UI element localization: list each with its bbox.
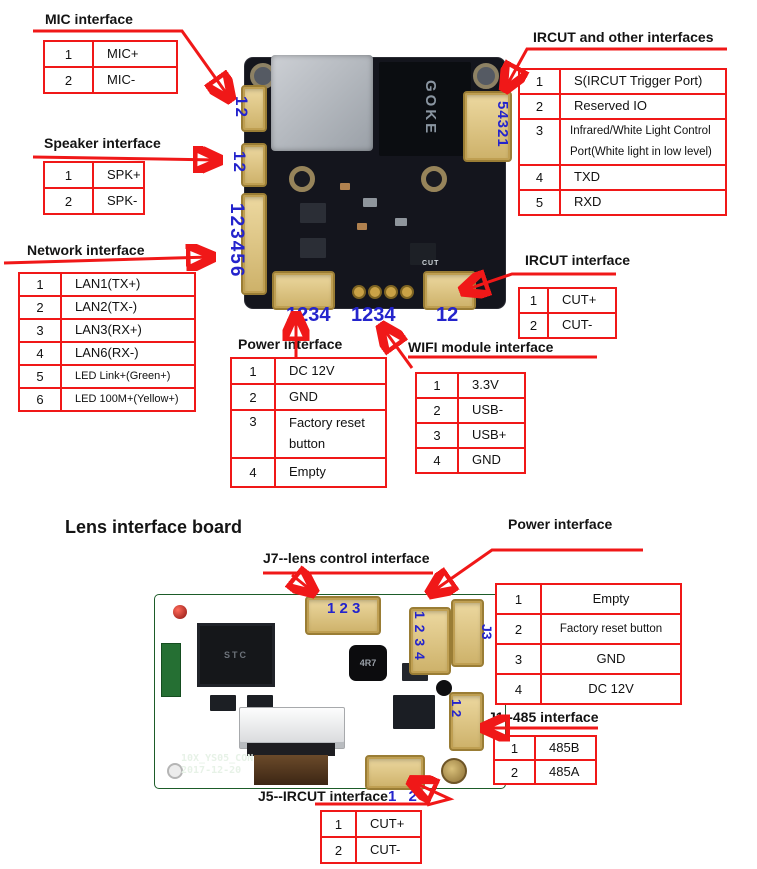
pin-description: RXD xyxy=(574,194,602,210)
pin-number: 4 xyxy=(20,343,62,364)
pin-description: USB+ xyxy=(472,427,507,443)
mic-interface-title: MIC interface xyxy=(45,11,133,27)
pin-description: GND xyxy=(596,650,626,666)
table-row xyxy=(322,812,420,838)
table-row xyxy=(20,320,194,343)
goke-soc-chip xyxy=(379,62,471,156)
mounting-hole xyxy=(473,63,499,89)
pin-description: 3.3V xyxy=(472,377,499,393)
header-j4 xyxy=(161,643,181,697)
pin-number: 2 xyxy=(322,838,357,862)
table-row xyxy=(520,191,725,214)
pin-description: SPK- xyxy=(107,192,138,208)
wifi-pad xyxy=(384,285,398,299)
pin-description: Empty xyxy=(289,464,326,480)
table-row xyxy=(417,449,524,472)
table-row xyxy=(497,585,680,615)
table-row xyxy=(45,189,143,213)
table-row xyxy=(322,838,420,862)
pin-description: DC 12V xyxy=(289,362,335,378)
pin-number: 1 xyxy=(520,70,561,93)
table-row xyxy=(20,343,194,366)
pin-description: Reserved IO xyxy=(574,98,647,114)
capacitor xyxy=(436,680,452,696)
wifi-module-interface-title: WIFI module interface xyxy=(408,339,554,355)
component xyxy=(210,695,236,711)
pin-number: 5 xyxy=(20,366,62,387)
chip-marking: GOKE xyxy=(422,80,439,137)
power-interface-lens-title: Power interface xyxy=(508,516,613,532)
pin-description: LAN1(TX+) xyxy=(75,276,141,292)
table-row xyxy=(520,166,725,191)
ircut-interface-title: IRCUT interface xyxy=(525,252,631,268)
pin-number: 2 xyxy=(45,68,94,92)
table-row xyxy=(497,615,680,645)
pin-number: 4 xyxy=(232,459,276,486)
pin-number: 4 xyxy=(497,675,542,703)
table-row xyxy=(497,675,680,703)
pin-description: GND xyxy=(472,452,501,468)
speaker-pin-numbers: 12 xyxy=(230,151,249,174)
led-red xyxy=(173,605,187,619)
pin-description: MIC+ xyxy=(107,45,139,61)
table-row xyxy=(520,70,725,95)
j5-connector xyxy=(365,755,425,790)
pin-description: 485B xyxy=(549,739,580,755)
pin-description: S(IRCUT Trigger Port) xyxy=(574,73,703,89)
mounting-hole xyxy=(421,166,447,192)
component xyxy=(393,695,435,729)
component xyxy=(395,218,407,226)
pin-number: 3 xyxy=(417,424,459,447)
table-row xyxy=(417,374,524,399)
pin-description: SPK+ xyxy=(107,166,141,182)
table-row xyxy=(520,289,615,314)
pin-number: 1 xyxy=(45,163,94,187)
pin-number: 3 xyxy=(520,120,561,164)
j7-lens-control-title: J7--lens control interface xyxy=(263,550,430,566)
pin-description: LAN2(TX-) xyxy=(75,299,138,315)
cut-silkscreen: CUT xyxy=(422,260,440,267)
component xyxy=(300,238,326,258)
j3-label: J3 xyxy=(479,624,495,640)
screw xyxy=(441,758,467,784)
pin-description: Empty xyxy=(592,590,630,606)
j7-pin-numbers: 1 2 3 xyxy=(327,600,361,617)
table-row xyxy=(20,389,194,410)
arrow-speaker xyxy=(33,157,217,160)
table-row xyxy=(417,399,524,424)
network-pin-numbers: 123456 xyxy=(226,203,247,279)
pin-number: 2 xyxy=(520,95,561,118)
pin-description: CUT+ xyxy=(370,815,405,831)
board-date-silkscreen: 2017-12-20 xyxy=(181,765,242,776)
pin-description: DC 12V xyxy=(588,680,634,696)
pin-number: 1 xyxy=(232,359,276,383)
table-row xyxy=(232,359,385,385)
pin-number: 3 xyxy=(232,411,276,457)
pin-description: CUT- xyxy=(370,841,401,857)
pin-number: 2 xyxy=(495,761,536,783)
table-row xyxy=(232,385,385,411)
j5-ircut-interface-table xyxy=(320,810,422,864)
main-board-photo xyxy=(245,58,505,308)
pin-number: 3 xyxy=(497,645,542,673)
pin-number: 2 xyxy=(20,297,62,318)
table-row xyxy=(232,411,385,459)
lens-board-heading: Lens interface board xyxy=(65,517,243,537)
mic-interface-table xyxy=(43,40,178,94)
power-lens-pin-numbers: 1 2 3 4 xyxy=(412,611,428,661)
pin-description: CUT+ xyxy=(562,292,597,308)
pin-number: 3 xyxy=(20,320,62,341)
lens-board-photo xyxy=(155,595,505,788)
j1-pin-numbers: 1 2 xyxy=(449,699,464,718)
flex-cable xyxy=(254,755,328,785)
pin-number: 2 xyxy=(45,189,94,213)
pin-number: 2 xyxy=(497,615,542,643)
network-interface-title: Network interface xyxy=(27,242,145,258)
pin-number: 1 xyxy=(417,374,459,397)
pin-description: LAN3(RX+) xyxy=(75,322,142,338)
pin-number: 4 xyxy=(520,166,561,189)
pin-description: TXD xyxy=(574,169,600,185)
pin-number: 1 xyxy=(20,274,62,295)
mounting-hole xyxy=(289,166,315,192)
j5-ircut-interface-title: J5--IRCUT interface xyxy=(258,788,388,804)
pin-number: 2 xyxy=(520,314,549,337)
pin-number: 6 xyxy=(20,389,62,410)
j1-485-interface-title: J1--485 interface xyxy=(488,709,599,725)
power-interface-lens-table xyxy=(495,583,682,705)
chip-marking: STC xyxy=(224,650,248,660)
pin-description: Factory reset button xyxy=(559,622,663,635)
ircut-interface-table xyxy=(518,287,617,339)
mcu-chip xyxy=(197,623,275,687)
pin-description: LAN6(RX-) xyxy=(75,345,139,361)
pin-description: USB- xyxy=(472,402,504,418)
table-row xyxy=(45,42,176,68)
pin-number: 1 xyxy=(322,812,357,836)
pin-description: 485A xyxy=(549,763,580,779)
table-row xyxy=(20,297,194,320)
pin-number: 5 xyxy=(520,191,561,214)
wifi-pad xyxy=(400,285,414,299)
pin-description: GND xyxy=(289,388,318,404)
table-row xyxy=(417,424,524,449)
arrow-j7 xyxy=(292,575,312,591)
j1-485-interface-table xyxy=(493,735,597,785)
speaker-interface-table xyxy=(43,161,145,215)
ircut-other-interfaces-title: IRCUT and other interfaces xyxy=(533,29,714,45)
speaker-interface-title: Speaker interface xyxy=(44,135,161,151)
component xyxy=(357,223,367,230)
table-row xyxy=(520,95,725,120)
network-interface-table xyxy=(18,272,196,412)
pin-number: 1 xyxy=(520,289,549,312)
board-model-silkscreen: 10X_YS05_CON xyxy=(181,753,254,764)
table-row xyxy=(45,163,143,189)
table-row xyxy=(20,274,194,297)
pin-number: 1 xyxy=(497,585,542,613)
table-row xyxy=(495,761,595,783)
pin-number: 2 xyxy=(417,399,459,422)
table-row xyxy=(232,459,385,486)
pin-description: Factory reset button xyxy=(289,415,365,451)
pin-number: 2 xyxy=(232,385,276,409)
pin-description: Infrared/White Light Control Port(White light in low level) xyxy=(570,125,712,158)
ircut-other-pin-numbers: 54321 xyxy=(494,101,511,148)
component xyxy=(340,183,350,190)
ircut-pin-numbers: 12 xyxy=(436,304,459,326)
mic-pin-numbers: 12 xyxy=(232,96,251,119)
component xyxy=(363,198,377,207)
inductor xyxy=(349,645,387,681)
pin-description: LED 100M+(Yellow+) xyxy=(75,392,179,405)
wifi-pad xyxy=(368,285,382,299)
pin-description: MIC- xyxy=(107,71,136,87)
component xyxy=(300,203,326,223)
table-row xyxy=(495,737,595,761)
pin-description: CUT- xyxy=(562,317,593,333)
pin-number: 1 xyxy=(495,737,536,759)
pin-description: LED Link+(Green+) xyxy=(75,369,171,382)
power-interface-table xyxy=(230,357,387,488)
sd-card-slot xyxy=(271,55,373,151)
wifi-module-interface-table xyxy=(415,372,526,474)
table-row xyxy=(520,120,725,166)
table-row xyxy=(45,68,176,92)
table-row xyxy=(20,366,194,389)
wifi-pin-numbers: 1234 xyxy=(351,304,396,326)
table-row xyxy=(520,314,615,337)
ircut-other-interfaces-table xyxy=(518,68,727,216)
pin-number: 1 xyxy=(45,42,94,66)
table-row xyxy=(497,645,680,675)
inductor-marking: 4R7 xyxy=(359,658,377,668)
pin-number: 4 xyxy=(417,449,459,472)
j5-pin-numbers: 1 2 xyxy=(388,788,421,805)
wifi-pad xyxy=(352,285,366,299)
power-pin-numbers: 1234 xyxy=(286,304,331,326)
power-interface-title: Power interface xyxy=(238,336,343,352)
